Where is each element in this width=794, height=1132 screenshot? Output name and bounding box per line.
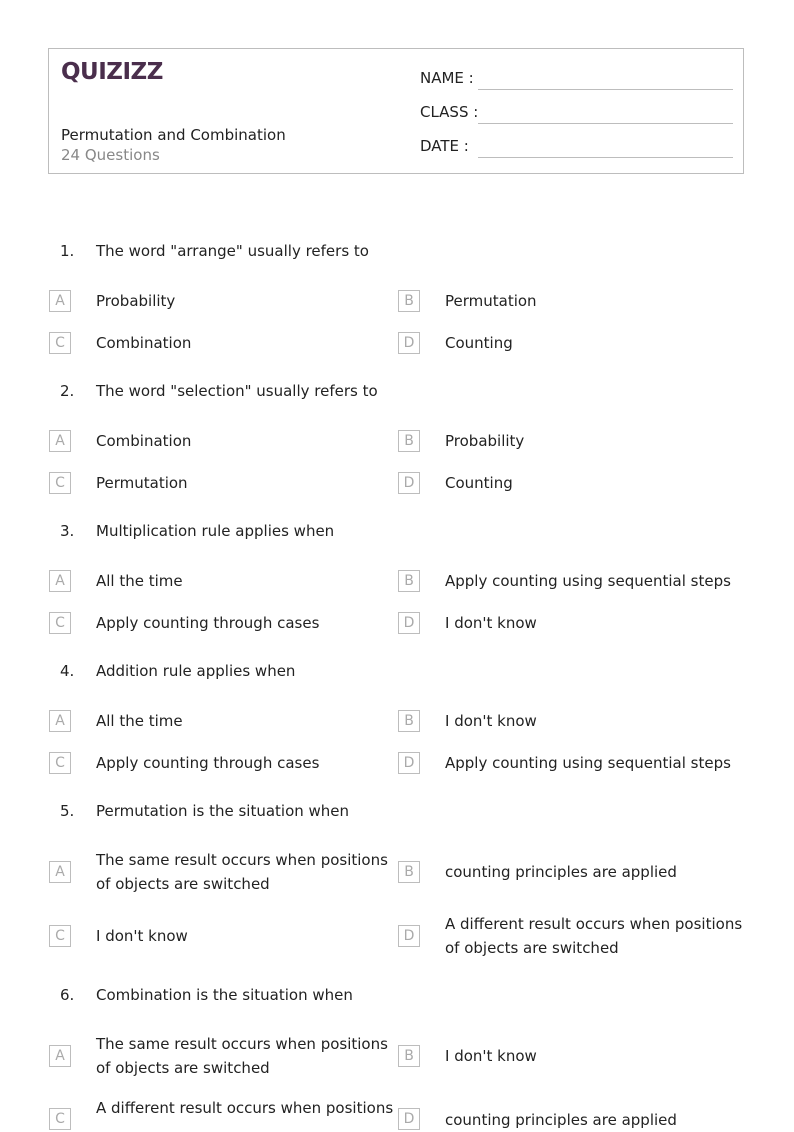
- option-text-d: Apply counting using sequential steps: [445, 754, 731, 772]
- option-text-a: Probability: [96, 292, 176, 310]
- option-text-b: Probability: [445, 432, 525, 450]
- option-text-d: Counting: [445, 334, 513, 352]
- option-text-b: I don't know: [445, 1047, 537, 1065]
- option-letter-b[interactable]: B: [398, 290, 420, 312]
- option-letter-c[interactable]: C: [49, 472, 71, 494]
- option-letter-a[interactable]: A: [49, 430, 71, 452]
- option-letter-c[interactable]: C: [49, 1108, 71, 1130]
- question-text: The word "selection" usually refers to: [96, 382, 378, 400]
- option-letter-c[interactable]: C: [49, 925, 71, 947]
- question-number: 2.: [60, 382, 75, 400]
- question-number: 1.: [60, 242, 75, 260]
- date-label: DATE :: [420, 137, 469, 155]
- question-number: 3.: [60, 522, 75, 540]
- option-letter-a[interactable]: A: [49, 710, 71, 732]
- option-letter-b[interactable]: B: [398, 861, 420, 883]
- name-label: NAME :: [420, 69, 474, 87]
- question-number: 5.: [60, 802, 75, 820]
- question-text: Permutation is the situation when: [96, 802, 350, 820]
- option-text-d: A different result occurs when positions of objects are switched: [445, 915, 743, 957]
- worksheet-header: [48, 48, 744, 174]
- option-text-a: The same result occurs when positions of objects are switched: [96, 851, 388, 893]
- option-text-c: Permutation: [96, 474, 188, 492]
- option-letter-d[interactable]: D: [398, 925, 420, 947]
- question-number: 6.: [60, 986, 75, 1004]
- class-label: CLASS :: [420, 103, 479, 121]
- option-letter-a[interactable]: A: [49, 570, 71, 592]
- option-letter-a[interactable]: A: [49, 290, 71, 312]
- option-letter-b[interactable]: B: [398, 430, 420, 452]
- date-line[interactable]: [478, 157, 733, 158]
- option-letter-b[interactable]: B: [398, 1045, 420, 1067]
- option-letter-d[interactable]: D: [398, 612, 420, 634]
- option-letter-d[interactable]: D: [398, 752, 420, 774]
- option-text-c: I don't know: [96, 927, 188, 945]
- option-text-a: All the time: [96, 712, 183, 730]
- question-number: 4.: [60, 662, 75, 680]
- quizizz-logo: QUIZIZZ: [61, 59, 163, 85]
- option-letter-d[interactable]: D: [398, 1108, 420, 1130]
- option-text-d: Counting: [445, 474, 513, 492]
- option-letter-c[interactable]: C: [49, 332, 71, 354]
- option-letter-d[interactable]: D: [398, 472, 420, 494]
- option-text-d: I don't know: [445, 614, 537, 632]
- option-letter-c[interactable]: C: [49, 752, 71, 774]
- option-text-c: Combination: [96, 334, 192, 352]
- option-text-c: Apply counting through cases: [96, 614, 320, 632]
- option-text-b: Apply counting using sequential steps: [445, 572, 731, 590]
- option-text-b: I don't know: [445, 712, 537, 730]
- option-text-c: Apply counting through cases: [96, 754, 320, 772]
- option-letter-b[interactable]: B: [398, 570, 420, 592]
- option-letter-c[interactable]: C: [49, 612, 71, 634]
- option-text-a: The same result occurs when positions of objects are switched: [96, 1035, 388, 1077]
- question-text: Combination is the situation when: [96, 986, 353, 1004]
- worksheet-title: Permutation and Combination: [61, 126, 286, 144]
- option-letter-b[interactable]: B: [398, 710, 420, 732]
- question-text: Multiplication rule applies when: [96, 522, 335, 540]
- question-text: The word "arrange" usually refers to: [96, 242, 369, 260]
- name-line[interactable]: [478, 89, 733, 90]
- option-text-a: Combination: [96, 432, 192, 450]
- option-letter-a[interactable]: A: [49, 861, 71, 883]
- option-letter-a[interactable]: A: [49, 1045, 71, 1067]
- class-line[interactable]: [478, 123, 733, 124]
- option-text-c: A different result occurs when positions: [96, 1099, 394, 1117]
- option-text-a: All the time: [96, 572, 183, 590]
- question-text: Addition rule applies when: [96, 662, 296, 680]
- option-text-d: counting principles are applied: [445, 1111, 677, 1129]
- question-count: 24 Questions: [61, 146, 160, 164]
- option-text-b: Permutation: [445, 292, 537, 310]
- option-letter-d[interactable]: D: [398, 332, 420, 354]
- option-text-b: counting principles are applied: [445, 863, 677, 881]
